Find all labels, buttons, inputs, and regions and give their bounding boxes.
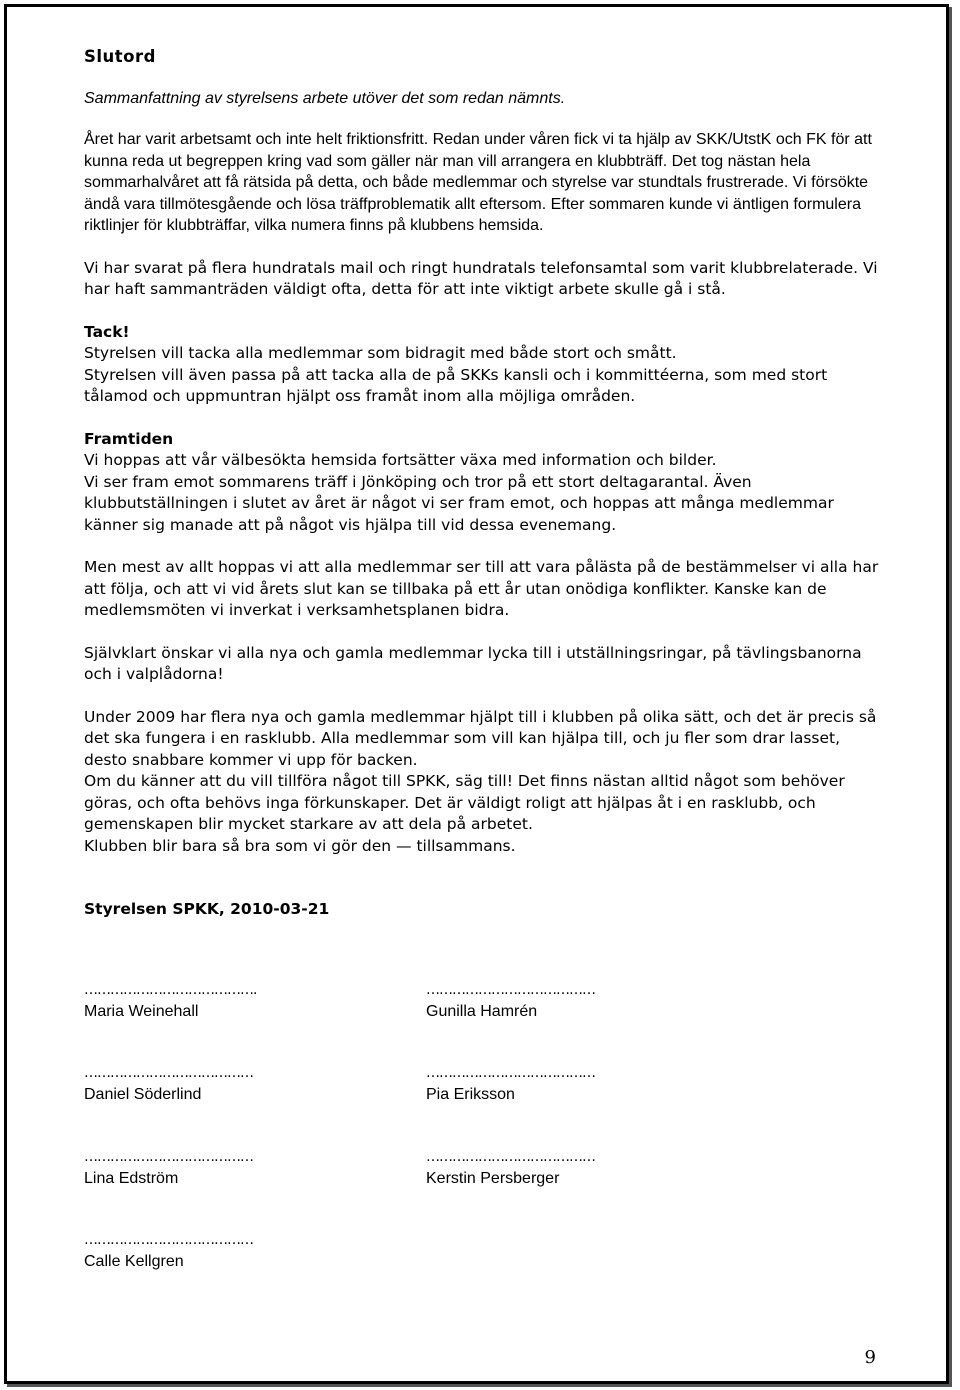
signature-title: Styrelsen SPKK, 2010-03-21 <box>84 900 330 918</box>
signature-block <box>426 981 768 1023</box>
signature-line: ………………………………… <box>84 1232 253 1248</box>
paragraph-help-3: Klubben blir bara så bra som vi gör den — tillsammans. <box>84 836 516 855</box>
paragraph-intro: Året har varit arbetsamt och inte helt friktionsfritt. Redan under våren fick vi ta hjälp av SKK/UtstK och FK för att kunna reda ut begreppen kring vad som gäller när man vill arrangera en klubbträff. Det tog nästan hela sommarhalvåret att få rätsida på detta, och både medlemmar och styrelse var stundtals frustrerade. Vi försökte ändå vara tillmötesgående och lösa träffproblematik allt eftersom. Efter sommaren kunde vi äntligen formulera riktlinjer för klubbträffar, vilka numera finns på klubbens hemsida. <box>84 131 872 234</box>
signature-block <box>84 981 426 1023</box>
signatory-name: Lina Edström <box>84 1169 179 1187</box>
signature-block <box>426 1148 768 1190</box>
signature-block <box>84 1231 426 1273</box>
signature-line: ………………………………… <box>84 1148 253 1165</box>
signatory-name: Pia Eriksson <box>426 1086 515 1103</box>
tack-line-2: Styrelsen vill även passa på att tacka alla de på SKKs kansli och i kommittéerna, som med stort tålamod och uppmuntran hjälpt oss framåt inom alla möjliga områden. <box>84 365 828 405</box>
signatory-name: Maria Weinehall <box>84 1002 199 1020</box>
signatory-name: Daniel Söderlind <box>84 1086 202 1103</box>
paragraph-help-1: Under 2009 har flera nya och gamla medlemmar hjälpt till i klubben på olika sätt, och det är precis så det ska fungera i en rasklubb. Alla medlemmar som vill kan hjälpa till, och ju fler som drar lasset, desto snabbare kommer vi upp för backen. <box>84 707 877 769</box>
signature-block <box>84 1064 426 1106</box>
signature-line: ………………………………… <box>426 981 595 998</box>
signature-block <box>426 1064 768 1106</box>
paragraph-wishes: Självklart önskar vi alla nya och gamla medlemmar lycka till i utställningsringar, på tävlingsbanorna och i valplådorna! <box>84 643 862 683</box>
future-heading: Framtiden <box>84 429 174 448</box>
future-line-2: Vi ser fram emot sommarens träff i Jönköping och tror på ett stort deltagarantal. Även klubbutställningen i slutet av året är något vi ser fram emot, och hoppas att många medlemmar känner sig manade att på något vis hjälpa till vid dessa evenemang. <box>84 472 834 534</box>
signature-line: ………………………………… <box>426 1148 595 1165</box>
signature-line: ………………………………… <box>84 1065 253 1081</box>
signatory-name: Gunilla Hamrén <box>426 1002 538 1020</box>
document-subtitle: Sammanfattning av styrelsens arbete utöver det som redan nämnts. <box>84 89 566 107</box>
page-number: 9 <box>864 1347 876 1368</box>
paragraph-help-2: Om du känner att du vill tillföra något till SPKK, säg till! Det finns nästan alltid något som behöver göras, och ofta behövs inga förkunskaper. Det är väldigt roligt att hjälpas åt i en rasklubb, och gemenskapen blir mycket starkare av att dela på arbetet. <box>84 772 845 833</box>
document-title: Slutord <box>84 47 156 66</box>
tack-heading: Tack! <box>84 322 130 341</box>
paragraph-hopes: Men mest av allt hoppas vi att alla medlemmar ser till att vara pålästa på de bestämmelser vi alla har att följa, och att vi vid årets slut kan se tillbaka på ett år utan onödiga konflikter. Kanske kan de medlemsmöten vi inverkat i verksamhetsplanen bidra. <box>84 558 879 619</box>
tack-line-1: Styrelsen vill tacka alla medlemmar som bidragit med både stort och smått. <box>84 344 677 362</box>
future-line-1: Vi hoppas att vår välbesökta hemsida fortsätter växa med information och bilder. <box>84 451 717 469</box>
signatory-name: Calle Kellgren <box>84 1253 184 1270</box>
document-body <box>84 46 884 1273</box>
paragraph-correspondence: Vi har svarat på flera hundratals mail och ringt hundratals telefonsamtal som varit klubbrelaterade. Vi har haft sammanträden väldigt ofta, detta för att inte viktigt arbete skulle gå i stå. <box>84 258 878 298</box>
signature-block <box>84 1148 426 1190</box>
signature-grid <box>84 981 884 1273</box>
signatory-name: Kerstin Persberger <box>426 1169 560 1187</box>
signature-line: …………………………………. <box>84 981 257 998</box>
signature-line: ………………………………… <box>426 1065 595 1081</box>
